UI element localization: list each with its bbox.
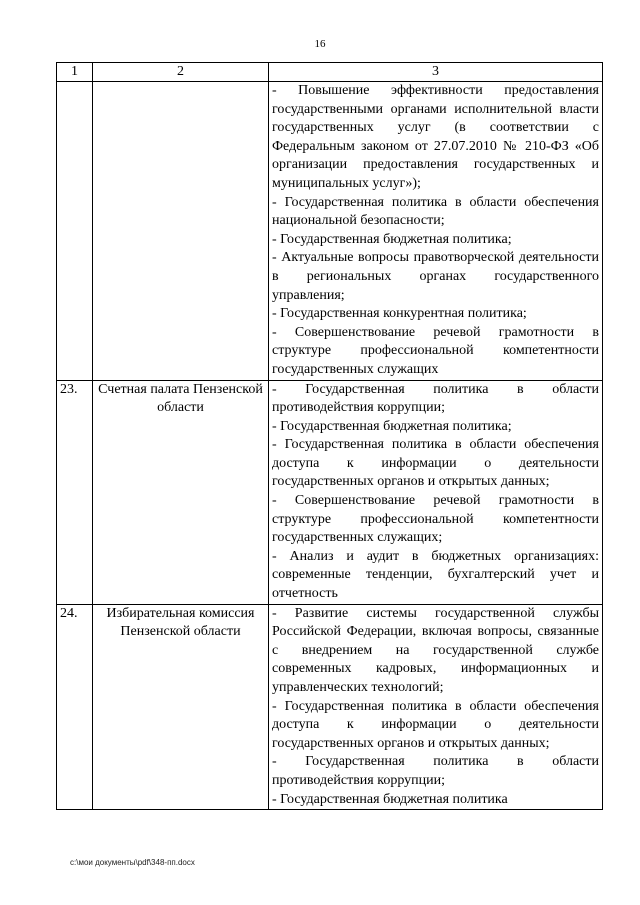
row-number: 24. [57,604,93,810]
topics-cell [269,380,603,604]
header-col-1: 1 [57,63,93,82]
organization-name [93,82,269,381]
topic-item: - Анализ и аудит в бюджетных организациях: современные тенденции, бухгалтерский учет и отчетность [272,548,599,602]
header-col-3: 3 [269,63,603,82]
row-number [57,82,93,381]
topic-item: - Государственная конкурентная политика; [272,306,527,322]
topic-item: - Совершенствование речевой грамотности в структуре профессиональной компетентности государственных служащих; [272,493,599,546]
topic-item: - Совершенствование речевой грамотности в структуре профессиональной компетентности государственных служащих [272,324,599,377]
organization-name: Избирательная комиссия Пензенской области [93,604,269,810]
topic-item: - Повышение эффективности предоставления государственными органами исполнительной власти государственных услуг (в соответствии с Федеральным законом от 27.07.2010 № 210-ФЗ «Об организации предоставления государственных и муниципальных услуг»); [272,83,599,191]
header-col-2: 2 [93,63,269,82]
page-number: 16 [314,38,326,50]
topic-item: - Государственная политика в области обеспечения национальной безопасности; [272,194,599,229]
topic-item: - Государственная политика в области противодействия коррупции; [272,754,599,788]
organization-name: Счетная палата Пензенской области [93,380,269,604]
topic-item: - Государственная политика в области противодействия коррупции; [272,381,599,416]
topic-item: - Государственная бюджетная политика; [272,231,512,247]
topic-item: - Актуальные вопросы правотворческой деятельности в региональных органах государственного управления; [272,250,599,303]
topic-item: - Государственная политика в области обеспечения доступа к информации о деятельности государственных органов и открытых данных; [272,437,599,490]
topics-cell [269,82,603,381]
footer-file-path: c:\мои документы\pdf\348-пп.docx [70,858,195,867]
table-header-row [57,63,603,82]
topic-item: - Государственная политика в области обеспечения доступа к информации о деятельности государственных органов и открытых данных; [272,698,599,751]
table-row [57,380,603,604]
row-number: 23. [57,380,93,604]
topics-table [56,62,603,810]
topic-item: - Государственная бюджетная политика; [272,418,512,434]
topics-cell [269,604,603,810]
table-row [57,604,603,810]
table-row [57,82,603,381]
topic-item: - Государственная бюджетная политика [272,791,508,807]
topic-item: - Развитие системы государственной службы Российской Федерации, включая вопросы, связанные с внедрением на государственной службе современных кадровых, информационных и управленческих технологий; [272,605,599,695]
